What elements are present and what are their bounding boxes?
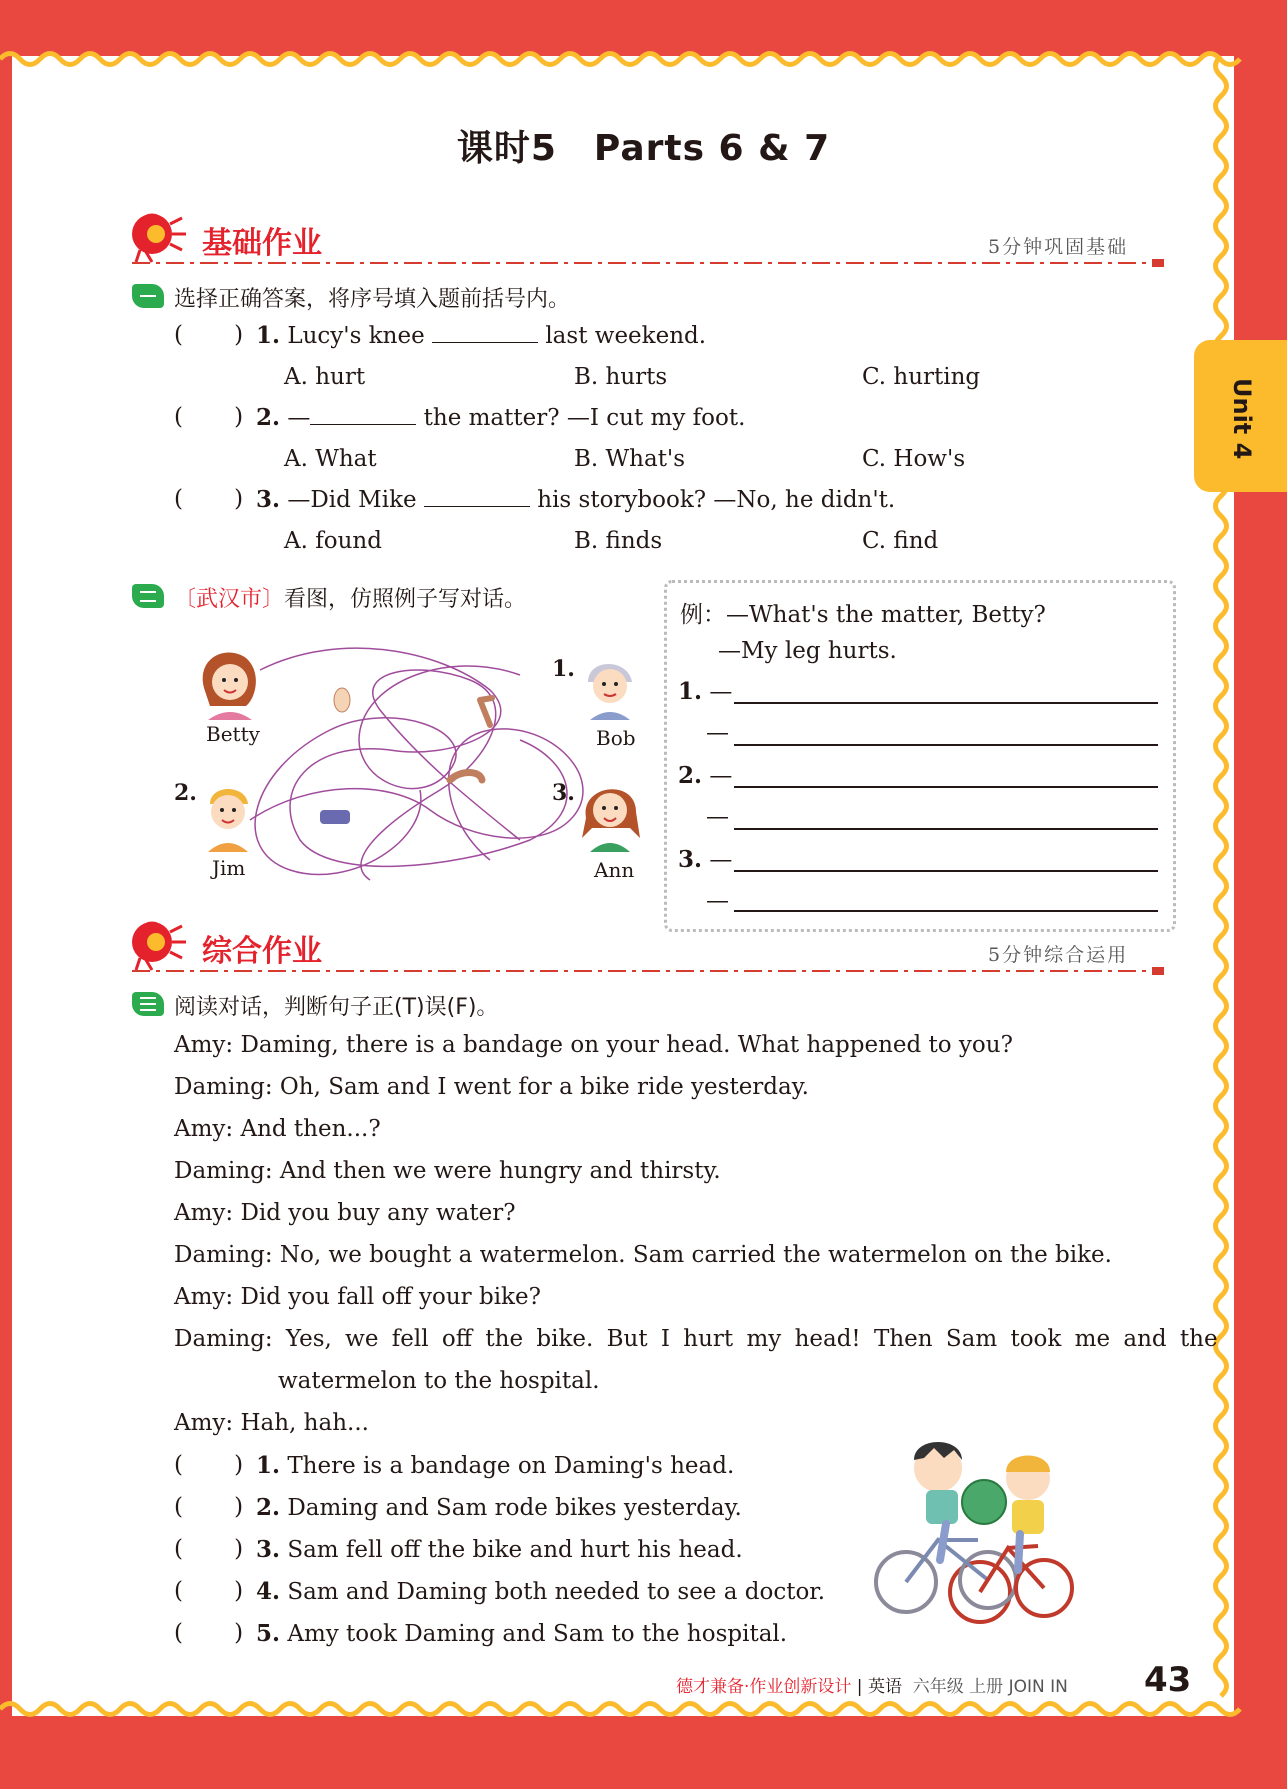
section-comprehensive-divider — [132, 970, 1164, 972]
answer-blank[interactable] — [432, 322, 538, 343]
dialogue-3-q: 3. — — [678, 846, 733, 873]
footer-series-line: 德才兼备·作业创新设计 | 英语 六年级 上册 JOIN IN — [676, 1677, 1068, 1697]
dialogue-line: Amy: Hah, hah... — [174, 1410, 369, 1436]
section-basic-title: 基础作业 — [202, 226, 322, 261]
dialogue-line: Amy: Did you buy any water? — [174, 1200, 516, 1226]
answer-blank[interactable] — [424, 486, 530, 507]
jim-portrait-icon — [200, 780, 256, 852]
dialogue-line: Amy: Did you fall off your bike? — [174, 1284, 541, 1310]
dialogue-1-q: 1. — — [678, 678, 733, 705]
option-b[interactable]: B. hurts — [574, 364, 668, 390]
picture-number-3: 3. — [552, 780, 575, 806]
picture-number-1: 1. — [552, 656, 575, 682]
answer-bracket[interactable]: ( ) — [174, 1494, 244, 1520]
statement-5: 5. Amy took Daming and Sam to the hospital. — [256, 1620, 788, 1647]
answer-line[interactable] — [734, 870, 1158, 872]
answer-line[interactable] — [734, 828, 1158, 830]
example-question: 例：—What's the matter, Betty? — [680, 602, 1046, 628]
option-c[interactable]: C. hurting — [862, 364, 981, 390]
option-a[interactable]: A. hurt — [284, 364, 366, 390]
page-title: 课时5 Parts 6 & 7 — [456, 128, 831, 169]
ann-portrait-icon — [580, 778, 642, 852]
answer-line[interactable] — [734, 910, 1158, 912]
dialogue-line: Daming: No, we bought a watermelon. Sam carried the watermelon on the bike. — [174, 1242, 1112, 1268]
answer-line[interactable] — [734, 786, 1158, 788]
answer-blank[interactable] — [310, 404, 416, 425]
example-dialogue-box — [664, 580, 1176, 932]
person-name-ann: Ann — [594, 858, 635, 882]
q1-item-3: 3. —Did Mike his storybook? —No, he didn't. — [256, 486, 896, 513]
person-name-jim: Jim — [212, 856, 246, 880]
answer-line[interactable] — [734, 744, 1158, 746]
answer-line[interactable] — [734, 702, 1158, 704]
option-a[interactable]: A. What — [284, 446, 377, 472]
question-badge-two — [132, 584, 164, 608]
answer-bracket[interactable]: ( ) — [174, 1620, 244, 1646]
picture-number-2: 2. — [174, 780, 197, 806]
answer-bracket[interactable]: ( ) — [174, 404, 244, 430]
option-c[interactable]: C. How's — [862, 446, 966, 472]
dialogue-line: watermelon to the hospital. — [278, 1368, 600, 1394]
alarm-bell-icon — [130, 206, 190, 266]
dialogue-line: Amy: Daming, there is a bandage on your head. What happened to you? — [174, 1032, 1013, 1058]
dialogue-2-q: 2. — — [678, 762, 733, 789]
boys-on-bikes-illustration — [868, 1430, 1078, 1630]
section-basic-note: 5分钟巩固基础 — [988, 236, 1129, 258]
q1-item-1: 1. Lucy's knee last weekend. — [256, 322, 707, 349]
statement-3: 3. Sam fell off the bike and hurt his head. — [256, 1536, 743, 1563]
statement-4: 4. Sam and Daming both needed to see a doctor. — [256, 1578, 826, 1605]
option-b[interactable]: B. What's — [574, 446, 686, 472]
answer-bracket[interactable]: ( ) — [174, 486, 244, 512]
top-wavy-border — [0, 48, 1287, 70]
question-badge-one — [132, 284, 164, 308]
dialogue-3-a: — — [706, 888, 729, 914]
answer-bracket[interactable]: ( ) — [174, 1452, 244, 1478]
answer-bracket[interactable]: ( ) — [174, 322, 244, 348]
dialogue-2-a: — — [706, 804, 729, 830]
option-b[interactable]: B. finds — [574, 528, 663, 554]
right-wavy-border — [1210, 56, 1232, 1716]
option-c[interactable]: C. find — [862, 528, 939, 554]
q1-item-2: 2. — the matter? —I cut my foot. — [256, 404, 746, 431]
q2-instruction-row: 〔武汉市〕看图，仿照例子写对话。 — [174, 587, 527, 612]
dialogue-line: Daming: Oh, Sam and I went for a bike ride yesterday. — [174, 1074, 809, 1100]
bottom-wavy-border — [0, 1698, 1287, 1720]
section-basic-divider — [132, 262, 1164, 264]
betty-portrait-icon — [196, 648, 262, 720]
statement-1: 1. There is a bandage on Daming's head. — [256, 1452, 735, 1479]
section-comprehensive-note: 5分钟综合运用 — [988, 944, 1129, 966]
dialogue-line: Daming: Yes, we fell off the bike. But I hurt my head! Then Sam took me and the — [174, 1326, 1218, 1352]
answer-bracket[interactable]: ( ) — [174, 1578, 244, 1604]
example-answer: —My leg hurts. — [718, 638, 897, 664]
page-number: 43 — [1144, 1660, 1192, 1700]
divider-end-mark — [1152, 259, 1164, 267]
q2-region-tag: 〔武汉市〕 — [174, 587, 285, 612]
person-name-betty: Betty — [206, 722, 260, 746]
dialogue-line: Amy: And then...? — [174, 1116, 381, 1142]
dialogue-1-a: — — [706, 720, 729, 746]
alarm-bell-icon — [130, 914, 190, 974]
person-name-bob: Bob — [596, 726, 636, 750]
q1-instruction: 选择正确答案，将序号填入题前括号内。 — [174, 287, 571, 312]
answer-bracket[interactable]: ( ) — [174, 1536, 244, 1562]
divider-end-mark — [1152, 967, 1164, 975]
dialogue-line: Daming: And then we were hungry and thirsty. — [174, 1158, 721, 1184]
question-badge-three — [132, 992, 164, 1016]
unit-tab — [1194, 340, 1287, 492]
unit-tab-label: Unit 4 — [1228, 378, 1256, 460]
q3-instruction: 阅读对话，判断句子正(T)误(F)。 — [174, 995, 499, 1020]
statement-2: 2. Daming and Sam rode bikes yesterday. — [256, 1494, 742, 1521]
section-comprehensive-title: 综合作业 — [202, 934, 322, 969]
option-a[interactable]: A. found — [284, 528, 382, 554]
bob-portrait-icon — [582, 654, 638, 720]
